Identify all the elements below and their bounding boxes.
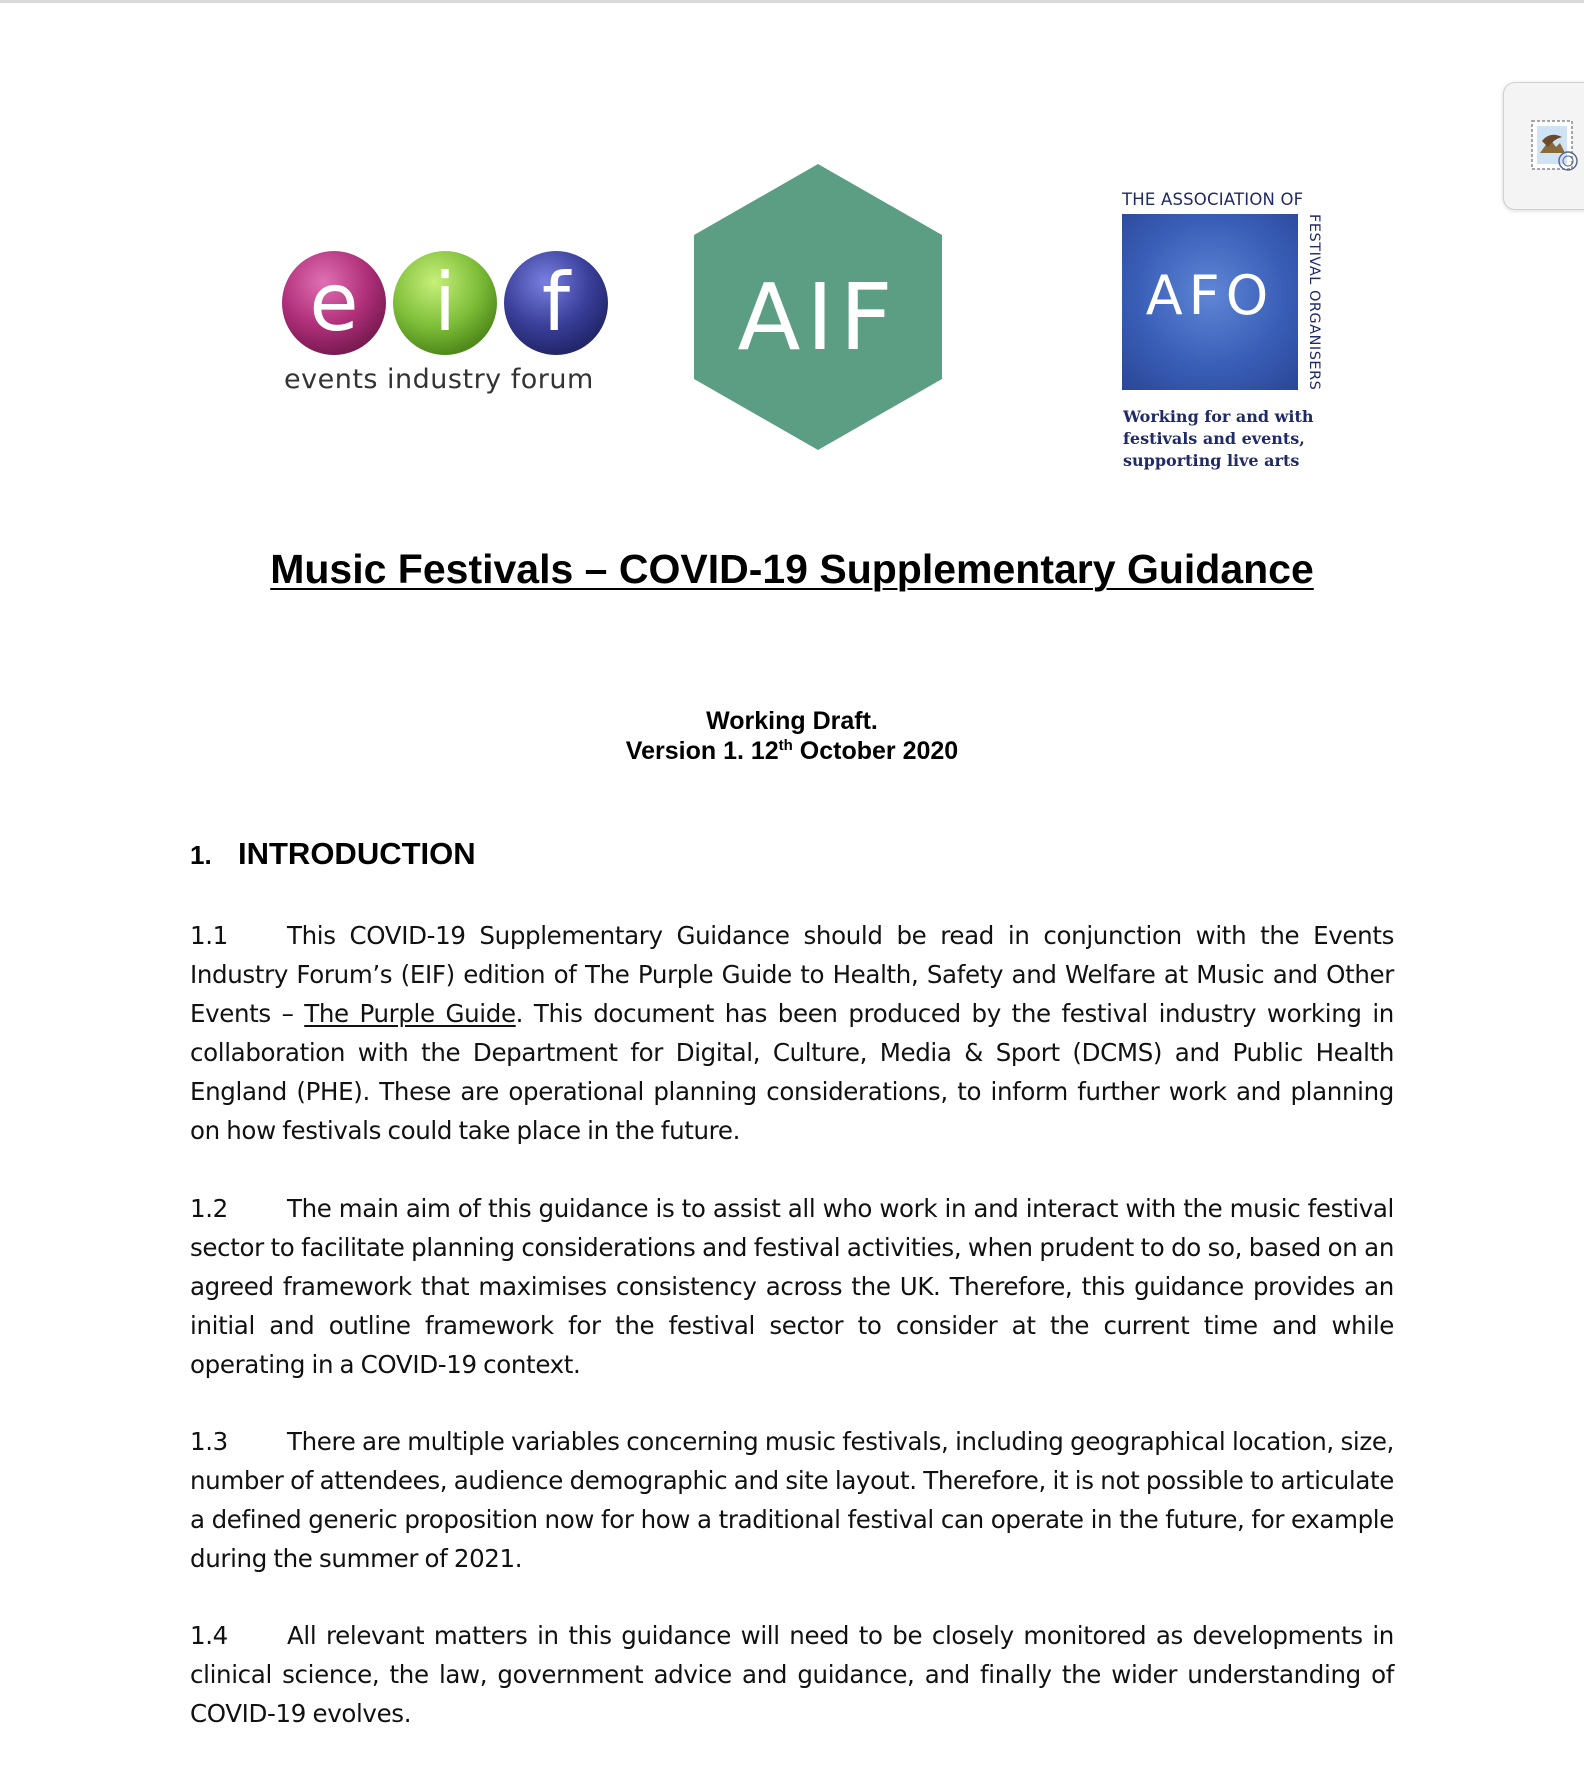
paragraph-text: This COVID-19 Supplementary Guidance should be read in conjunction with the Events Industry Forum’s (EIF) edition of The Purple Guide to Health, Safety and Welfare at Music and Other Events –: [190, 921, 1394, 1028]
paragraph-1-1: [190, 916, 1394, 1150]
paragraph-number: 1.3: [190, 1427, 228, 1456]
paragraph-number: 1.1: [190, 921, 228, 950]
afo-tagline-line: festivals and events,: [1123, 429, 1305, 448]
paragraph-text: The main aim of this guidance is to assist all who work in and interact with the music festival sector to facilitate planning considerations and festival activities, when prudent to do so, based on an agreed framework that maximises consistency across the UK. Therefore, this guidance provides an initial and outline framework for the festival sector to consider at the current time and while operating in a COVID-19 context.: [190, 1194, 1394, 1379]
paragraph-text: There are multiple variables concerning music festivals, including geographical location, size, number of attendees, audience demographic and site layout. Therefore, it is not possible to articulate a defined generic proposition now for how a traditional festival can operate in the future, for example during the summer of 2021.: [190, 1427, 1394, 1573]
afo-logo: [1118, 190, 1348, 480]
working-draft: Working Draft.: [706, 707, 878, 735]
section-title: INTRODUCTION: [238, 836, 476, 871]
paragraph-number: 1.4: [190, 1621, 228, 1650]
eif-label: events industry forum: [284, 364, 594, 395]
paragraph-text: . This document has been produced by the festival industry working in collaboration with the Department for Digital, Culture, Media & Sport (DCMS) and Public Health England (PHE). These are operational planning considerations, to inform further work and planning on how festivals could take place in the future.: [190, 999, 1394, 1145]
afo-side-text: FESTIVAL ORGANISERS: [1306, 214, 1322, 391]
paragraph-1-4: [190, 1616, 1394, 1733]
mail-widget[interactable]: [1503, 82, 1584, 210]
paragraph-number: 1.2: [190, 1194, 228, 1223]
section-heading: [190, 836, 476, 872]
eif-letter-f: f: [541, 256, 571, 349]
section-number: 1.: [190, 840, 212, 870]
paragraph-1-3: [190, 1422, 1394, 1578]
afo-square: [1122, 214, 1298, 390]
version-prefix: Version 1. 12: [625, 737, 779, 765]
afo-tagline-line: supporting live arts: [1123, 451, 1300, 470]
afo-top-text: THE ASSOCIATION OF: [1122, 190, 1304, 209]
mail-stamp-icon: [1530, 117, 1578, 173]
version-suffix: October 2020: [792, 737, 959, 765]
purple-guide-link[interactable]: The Purple Guide: [304, 999, 516, 1028]
afo-letters: AFO: [1145, 264, 1275, 327]
afo-tagline: [1123, 406, 1353, 472]
eif-circles: [280, 248, 610, 358]
eif-logo: [272, 232, 618, 402]
paragraph-1-2: [190, 1189, 1394, 1384]
eif-letter-e: e: [309, 256, 359, 349]
afo-tagline-line: Working for and with: [1123, 407, 1314, 426]
document-title: Music Festivals – COVID-19 Supplementary Guidance: [270, 546, 1314, 592]
version-sup: th: [778, 737, 793, 754]
page-top-edge: [0, 0, 1584, 3]
version-line: [0, 736, 1584, 766]
draft-block: [0, 706, 1584, 766]
eif-letter-i: i: [433, 256, 457, 349]
paragraph-text: All relevant matters in this guidance will need to be closely monitored as developments in clinical science, the law, government advice and guidance, and finally the wider understanding of COVID-19 evolves.: [190, 1621, 1394, 1728]
aif-text: AIF: [737, 264, 899, 371]
aif-logo: [694, 164, 942, 450]
